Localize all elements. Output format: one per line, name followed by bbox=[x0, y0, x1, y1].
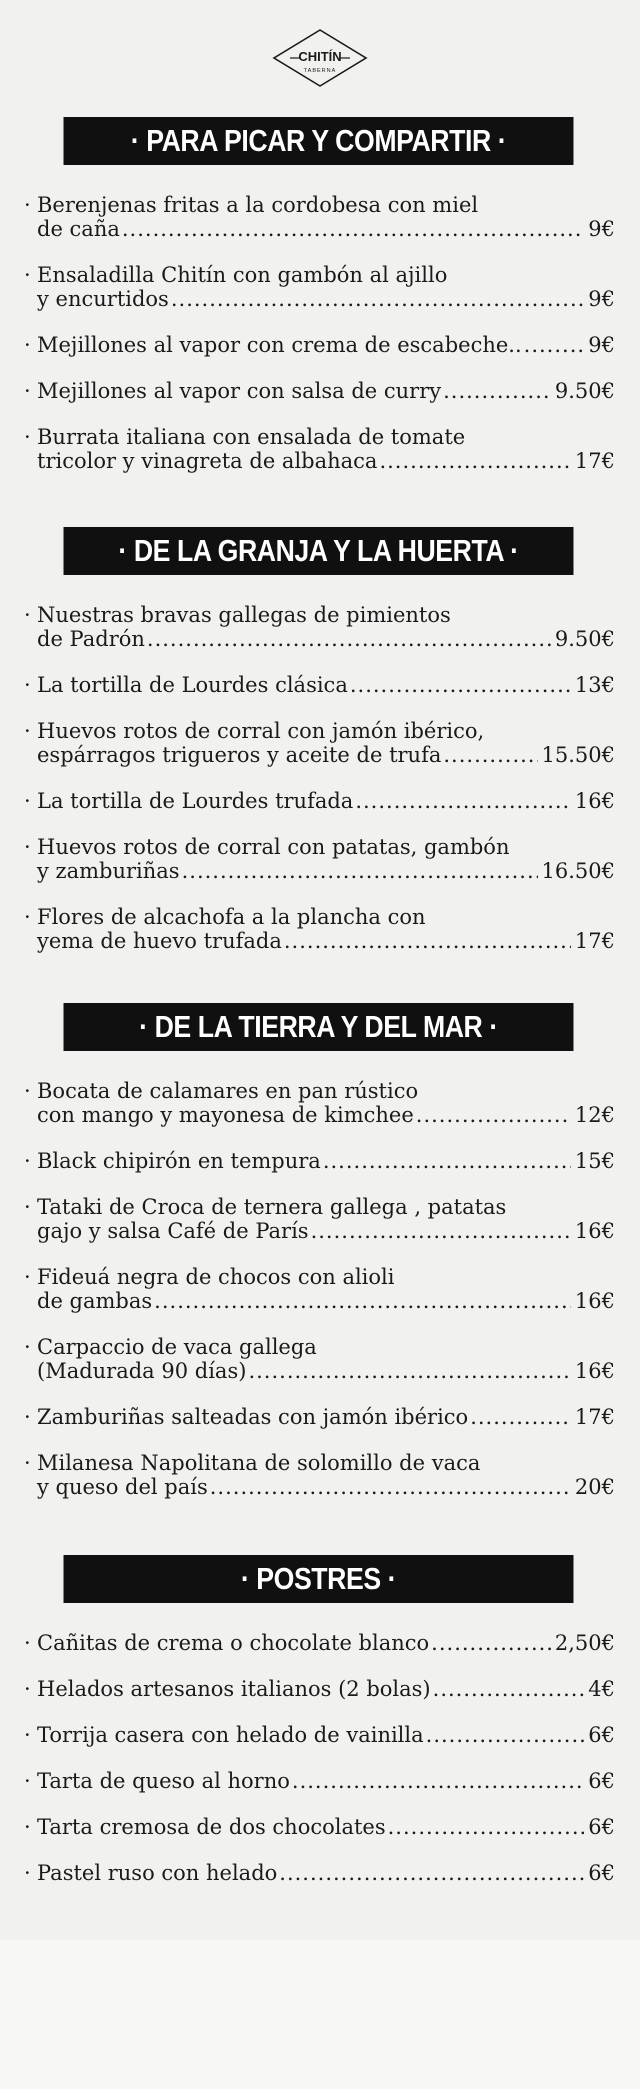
menu-item bbox=[22, 789, 615, 813]
dish-name: Milanesa Napolitana de solomillo de vaca bbox=[37, 1451, 481, 1475]
dot-leader bbox=[147, 627, 551, 651]
menu-item bbox=[22, 1265, 615, 1313]
dish-name: Cañitas de crema o chocolate blanco bbox=[37, 1631, 430, 1655]
menu-item bbox=[22, 905, 615, 953]
dish-price: 17€ bbox=[574, 1405, 615, 1429]
menu-item-line bbox=[37, 1769, 615, 1793]
dish-price: 16€ bbox=[574, 1359, 615, 1383]
dish-name: Tarta cremosa de dos chocolates bbox=[37, 1815, 386, 1839]
menu-item-line bbox=[37, 1103, 615, 1127]
dot-leader bbox=[431, 1631, 551, 1655]
dot-leader bbox=[279, 1861, 584, 1885]
dish-name: de Padrón bbox=[37, 627, 145, 651]
menu-item-line bbox=[37, 1815, 615, 1839]
bullet-icon: · bbox=[24, 333, 31, 357]
dish-price: 12€ bbox=[574, 1103, 615, 1127]
menu-item-line bbox=[37, 1079, 615, 1103]
dish-name: Tataki de Croca de ternera gallega , patatas bbox=[37, 1195, 507, 1219]
dish-price: 6€ bbox=[588, 1769, 615, 1793]
menu-section bbox=[22, 527, 615, 975]
menu-item bbox=[22, 1815, 615, 1839]
dot-leader bbox=[350, 673, 571, 697]
dot-leader bbox=[379, 449, 570, 473]
menu-item-line bbox=[37, 627, 615, 651]
dish-name: y zamburiñas bbox=[37, 859, 180, 883]
dish-name: Pastel ruso con helado bbox=[37, 1861, 278, 1885]
menu-section bbox=[22, 1003, 615, 1521]
dot-leader bbox=[323, 1149, 571, 1173]
dot-leader bbox=[248, 1359, 570, 1383]
menu-item bbox=[22, 603, 615, 651]
dish-price: 16€ bbox=[574, 789, 615, 813]
dish-name: Bocata de calamares en pan rústico bbox=[37, 1079, 419, 1103]
menu-item-line bbox=[37, 1265, 615, 1289]
bullet-icon: · bbox=[24, 1149, 31, 1173]
menu-item-line bbox=[37, 789, 615, 813]
dish-name: Nuestras bravas gallegas de pimientos bbox=[37, 603, 451, 627]
bullet-icon: · bbox=[24, 835, 31, 859]
dot-leader bbox=[443, 743, 537, 767]
dish-price: 2,50€ bbox=[554, 1631, 615, 1655]
menu-item-line bbox=[37, 1335, 615, 1359]
bullet-icon: · bbox=[24, 603, 31, 627]
dish-name: Mejillones al vapor con crema de escabeche.. bbox=[37, 333, 522, 357]
menu-item bbox=[22, 1723, 615, 1747]
dish-name: Huevos rotos de corral con jamón ibérico, bbox=[37, 719, 485, 743]
bullet-icon: · bbox=[24, 1631, 31, 1655]
dish-name: de gambas bbox=[37, 1289, 153, 1313]
dish-name: La tortilla de Lourdes trufada bbox=[37, 789, 354, 813]
dish-name: con mango y mayonesa de kimchee bbox=[37, 1103, 414, 1127]
dish-name: y encurtidos bbox=[37, 287, 169, 311]
menu-item-line bbox=[37, 719, 615, 743]
menu-item bbox=[22, 1335, 615, 1383]
bullet-icon: · bbox=[24, 263, 31, 287]
menu-item bbox=[22, 835, 615, 883]
dish-name: Mejillones al vapor con salsa de curry bbox=[37, 379, 442, 403]
menu-item-line bbox=[37, 263, 615, 287]
dish-name: Flores de alcachofa a la plancha con bbox=[37, 905, 426, 929]
dish-price: 13€ bbox=[574, 673, 615, 697]
menu-item-list bbox=[22, 1631, 615, 1885]
bullet-icon: · bbox=[24, 719, 31, 743]
menu-item bbox=[22, 1861, 615, 1885]
dot-leader bbox=[171, 287, 584, 311]
bullet-icon: · bbox=[24, 193, 31, 217]
menu-item-list bbox=[22, 1079, 615, 1499]
menu-item-line bbox=[37, 333, 615, 357]
dish-name: Fideuá negra de chocos con alioli bbox=[37, 1265, 395, 1289]
menu-item-line bbox=[37, 1405, 615, 1429]
dish-name: Helados artesanos italianos (2 bolas) bbox=[37, 1677, 431, 1701]
bullet-icon: · bbox=[24, 1861, 31, 1885]
bullet-icon: · bbox=[24, 1265, 31, 1289]
menu-item bbox=[22, 1195, 615, 1243]
menu-section bbox=[22, 117, 615, 495]
menu-item-line bbox=[37, 193, 615, 217]
menu-item-line bbox=[37, 1475, 615, 1499]
dish-name: Huevos rotos de corral con patatas, gambón bbox=[37, 835, 510, 859]
bullet-icon: · bbox=[24, 1079, 31, 1103]
menu-item-line bbox=[37, 1149, 615, 1173]
bullet-icon: · bbox=[24, 425, 31, 449]
menu-item bbox=[22, 1149, 615, 1173]
dish-price: 16€ bbox=[574, 1289, 615, 1313]
menu-item-line bbox=[37, 859, 615, 883]
menu-item bbox=[22, 193, 615, 241]
dot-leader bbox=[311, 1219, 571, 1243]
dish-price: 16€ bbox=[574, 1219, 615, 1243]
menu-item-line bbox=[37, 1289, 615, 1313]
dish-price: 9.50€ bbox=[554, 379, 615, 403]
dish-price: 20€ bbox=[574, 1475, 615, 1499]
menu-item bbox=[22, 719, 615, 767]
dish-price: 9€ bbox=[588, 217, 615, 241]
dish-name: gajo y salsa Café de París bbox=[37, 1219, 309, 1243]
menu-item bbox=[22, 1631, 615, 1655]
dot-leader bbox=[443, 379, 551, 403]
dish-price: 6€ bbox=[588, 1815, 615, 1839]
menu-section bbox=[22, 1555, 615, 1907]
menu-item-line bbox=[37, 1631, 615, 1655]
dish-name: tricolor y vinagreta de albahaca bbox=[37, 449, 378, 473]
menu-item-line bbox=[37, 673, 615, 697]
menu-item-list bbox=[22, 603, 615, 953]
dish-price: 16.50€ bbox=[541, 859, 615, 883]
bullet-icon: · bbox=[24, 1335, 31, 1359]
dish-name: Tarta de queso al horno bbox=[37, 1769, 290, 1793]
dish-name: y queso del país bbox=[37, 1475, 208, 1499]
bullet-icon: · bbox=[24, 789, 31, 813]
section-header: · DE LA GRANJA Y LA HUERTA · bbox=[64, 527, 574, 575]
dot-leader bbox=[426, 1723, 585, 1747]
bullet-icon: · bbox=[24, 1815, 31, 1839]
menu-item-line bbox=[37, 905, 615, 929]
dish-name: Black chipirón en tempura bbox=[37, 1149, 321, 1173]
dish-price: 17€ bbox=[574, 929, 615, 953]
dish-price: 15.50€ bbox=[541, 743, 615, 767]
dish-price: 15€ bbox=[574, 1149, 615, 1173]
dish-price: 6€ bbox=[588, 1723, 615, 1747]
menu-item bbox=[22, 333, 615, 357]
menu-item bbox=[22, 379, 615, 403]
dot-leader bbox=[122, 217, 584, 241]
menu-item-list bbox=[22, 193, 615, 473]
dish-price: 17€ bbox=[574, 449, 615, 473]
menu-item-line bbox=[37, 1195, 615, 1219]
logo-name: CHITÍN bbox=[298, 49, 342, 64]
dish-name: de caña bbox=[37, 217, 120, 241]
section-header: · DE LA TIERRA Y DEL MAR · bbox=[64, 1003, 574, 1051]
dot-leader bbox=[470, 1405, 571, 1429]
dish-name: Ensaladilla Chitín con gambón al ajillo bbox=[37, 263, 448, 287]
dish-price: 9€ bbox=[588, 287, 615, 311]
dish-price: 9.50€ bbox=[554, 627, 615, 651]
dish-price: 6€ bbox=[588, 1861, 615, 1885]
dot-leader bbox=[524, 333, 585, 357]
bullet-icon: · bbox=[24, 1677, 31, 1701]
dish-name: yema de huevo trufada bbox=[37, 929, 282, 953]
menu-item bbox=[22, 263, 615, 311]
dish-price: 9€ bbox=[588, 333, 615, 357]
dish-name: Carpaccio de vaca gallega bbox=[37, 1335, 317, 1359]
dish-price: 4€ bbox=[588, 1677, 615, 1701]
menu-item-line bbox=[37, 1359, 615, 1383]
menu-item-line bbox=[37, 1861, 615, 1885]
menu-item-line bbox=[37, 449, 615, 473]
dish-name: espárragos trigueros y aceite de trufa bbox=[37, 743, 442, 767]
section-header: · PARA PICAR Y COMPARTIR · bbox=[64, 117, 574, 165]
menu-item bbox=[22, 425, 615, 473]
dot-leader bbox=[388, 1815, 585, 1839]
menu-item bbox=[22, 1677, 615, 1701]
logo-subtitle: TABERNA bbox=[303, 68, 337, 74]
dish-name: Burrata italiana con ensalada de tomate bbox=[37, 425, 466, 449]
dot-leader bbox=[355, 789, 571, 813]
taberna-logo bbox=[270, 28, 370, 88]
dot-leader bbox=[210, 1475, 571, 1499]
dish-name: Zamburiñas salteadas con jamón ibérico bbox=[37, 1405, 469, 1429]
menu-item bbox=[22, 1769, 615, 1793]
menu-item bbox=[22, 1405, 615, 1429]
menu-item-line bbox=[37, 425, 615, 449]
menu-item-line bbox=[37, 835, 615, 859]
menu-item bbox=[22, 1079, 615, 1127]
bullet-icon: · bbox=[24, 673, 31, 697]
dish-name: Torrija casera con helado de vainilla bbox=[37, 1723, 424, 1747]
bullet-icon: · bbox=[24, 379, 31, 403]
bullet-icon: · bbox=[24, 1769, 31, 1793]
menu-item bbox=[22, 673, 615, 697]
section-header: · POSTRES · bbox=[64, 1555, 574, 1603]
dish-name: La tortilla de Lourdes clásica bbox=[37, 673, 348, 697]
dot-leader bbox=[292, 1769, 584, 1793]
menu-item-line bbox=[37, 929, 615, 953]
dot-leader bbox=[154, 1289, 571, 1313]
bullet-icon: · bbox=[24, 905, 31, 929]
bullet-icon: · bbox=[24, 1451, 31, 1475]
menu-item-line bbox=[37, 1219, 615, 1243]
dot-leader bbox=[182, 859, 538, 883]
dot-leader bbox=[284, 929, 571, 953]
bullet-icon: · bbox=[24, 1405, 31, 1429]
dish-name: Berenjenas fritas a la cordobesa con miel bbox=[37, 193, 479, 217]
menu-item-line bbox=[37, 217, 615, 241]
dish-name: (Madurada 90 días) bbox=[37, 1359, 247, 1383]
dot-leader bbox=[433, 1677, 585, 1701]
bullet-icon: · bbox=[24, 1195, 31, 1219]
menu-item-line bbox=[37, 603, 615, 627]
page-bottom-margin bbox=[0, 1940, 640, 2089]
bullet-icon: · bbox=[24, 1723, 31, 1747]
menu-item-line bbox=[37, 1677, 615, 1701]
menu-item-line bbox=[37, 287, 615, 311]
menu-item-line bbox=[37, 743, 615, 767]
menu-item-line bbox=[37, 1723, 615, 1747]
menu-item bbox=[22, 1451, 615, 1499]
menu-item-line bbox=[37, 1451, 615, 1475]
dot-leader bbox=[416, 1103, 571, 1127]
menu-item-line bbox=[37, 379, 615, 403]
